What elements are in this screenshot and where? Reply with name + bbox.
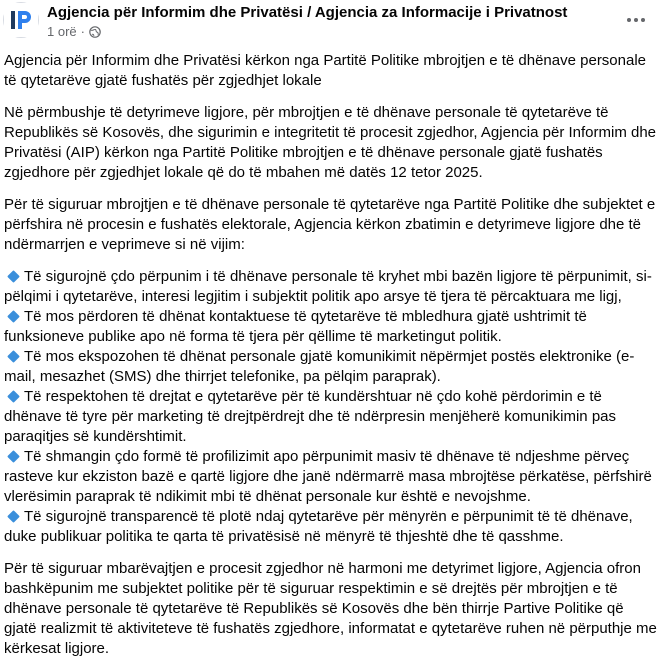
blue-diamond-icon bbox=[7, 510, 20, 523]
blue-diamond-icon bbox=[7, 310, 20, 323]
avatar[interactable] bbox=[3, 2, 39, 38]
more-options-button[interactable] bbox=[622, 6, 650, 34]
bullet-list bbox=[4, 267, 660, 547]
page-name[interactable]: Agjencia për Informim dhe Privatësi / Agjencia za Informacije i Privatnost bbox=[47, 4, 568, 21]
list-item bbox=[4, 507, 660, 547]
meta-separator: · bbox=[80, 24, 85, 39]
post-paragraph-intro: Në përmbushje të detyrimeve ligjore, për mbrojtjen e të dhënave personale të qytetarëve të Republikës së Kosovës, dhe sigurimin e integritetit të procesit zgjedhor, Agjencia për Informim dhe Privatësi (AIP) kërkon nga Partitë Politike mbrojtjen e të dhënave personale gjatë fushatës zgjedhore për zgjedhjet lokale që do të mbahen më datës 12 tetor 2025. bbox=[4, 104, 657, 181]
list-item-text: Të respektohen të drejtat e qytetarëve për të kundërshtuar në çdo kohë përdorimin e të dhënave të tyre për marketing të drejtpërdrejt dhe të ndërpresin menjëherë komunikimin pas paraqitjes së kundërshtimit. bbox=[4, 388, 616, 445]
list-item-text: Të sigurojnë çdo përpunim i të dhënave personale të kryhet mbi bazën ligjore të përpunimit, si- pëlqimi i qytetarëve, interesi legjitim i subjektit politik apo arsye të tjera të përcaktuara me ligj, bbox=[4, 268, 652, 305]
blue-diamond-icon bbox=[7, 390, 20, 403]
list-item-text: Të mos ekspozohen të dhënat personale gjatë komunikimit nëpërmjet postës elektronike (e-mail, mesazhet (SMS) dhe thirrjet telefonike, pa pëlqim paraprak). bbox=[4, 348, 635, 385]
list-item bbox=[4, 387, 660, 447]
aip-logo-icon bbox=[4, 3, 38, 37]
blue-diamond-icon bbox=[7, 270, 20, 283]
list-item-text: Të sigurojnë transparencë të plotë ndaj qytetarëve për mënyrën e përpunimit të të dhënave, duke publikuar politika te qarta të privatësisë në mënyrë të thjeshtë dhe të qasshme. bbox=[4, 508, 633, 545]
post-body bbox=[4, 51, 660, 671]
post-paragraph-title: Agjencia për Informim dhe Privatësi kërkon nga Partitë Politike mbrojtjen e të dhënave personale të qytetarëve gjatë fushatës për zgjedhjet lokale bbox=[4, 52, 647, 89]
post-timestamp[interactable]: 1 orë bbox=[47, 24, 77, 39]
globe-icon[interactable] bbox=[89, 26, 101, 38]
list-item bbox=[4, 267, 660, 307]
post-header bbox=[0, 0, 664, 42]
list-item-text: Të shmangin çdo formë të profilizimit apo përpunimit masiv të dhënave të ndjeshme përveç rasteve kur ekziston bazë e qartë ligjore dhe janë ndërmarrë masa mbrojtëse përkatëse, përfshirë vlerësimin paraprak të ndikimit mbi të dhënat personale kur është e nevojshme. bbox=[4, 448, 652, 505]
more-dots-icon bbox=[626, 17, 646, 23]
list-item bbox=[4, 447, 660, 507]
post-meta bbox=[47, 24, 101, 39]
post-paragraph-closing: Për të siguruar mbarëvajtjen e procesit zgjedhor në harmoni me detyrimet ligjore, Agjencia ofron bashkëpunim me subjektet politike për të siguruar respektimin e së drejtës për mbrojtjen e të dhënave personale të qytetarëve të Republikës së Kosovës dhe bën thirrje Partive Politike që gjatë realizmit të aktiviteteve të fushatës zgjedhore, informatat e qytetarëve ruhen në përputhje me kërkesat ligjore. bbox=[4, 560, 657, 657]
post-paragraph-request: Për të siguruar mbrojtjen e të dhënave personale të qytetarëve nga Partitë Politike dhe subjektet e përfshira në procesin e fushatës elektorale, Agjencia kërkon zbatimin e detyrimeve ligjore dhe të ndërmarrjen e veprimeve si në vijim: bbox=[4, 196, 656, 253]
list-item bbox=[4, 347, 660, 387]
blue-diamond-icon bbox=[7, 450, 20, 463]
list-item-text: Të mos përdoren të dhënat kontaktuese të qytetarëve të mbledhura gjatë ushtrimit të funksioneve publike apo në forma të tjera për qëllime të marketingut politik. bbox=[4, 308, 587, 345]
blue-diamond-icon bbox=[7, 350, 20, 363]
list-item bbox=[4, 307, 660, 347]
